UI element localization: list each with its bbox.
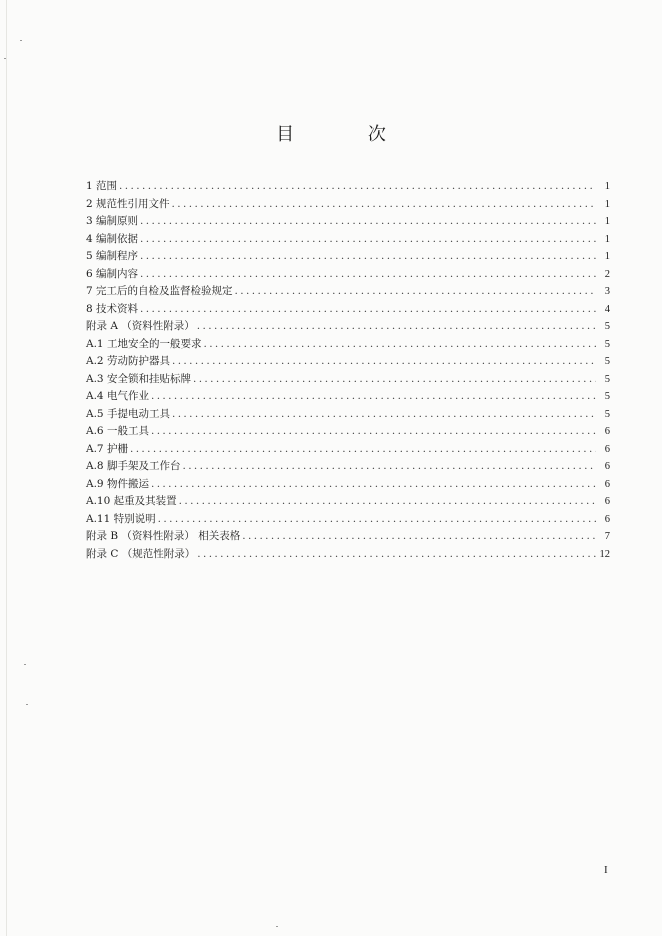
- toc-entry[interactable]: [86, 301, 610, 319]
- toc-entry-label: 附录 A （资料性附录）: [86, 320, 195, 332]
- toc-entry-label: A.7 护栅: [86, 442, 128, 455]
- scan-speck: [20, 40, 22, 41]
- dot-leader: [182, 458, 596, 476]
- toc-entry[interactable]: [86, 178, 610, 196]
- dot-leader: [197, 546, 596, 564]
- toc-entry-label: 3 编制原则: [86, 215, 139, 227]
- dot-leader: [193, 371, 596, 389]
- toc-entry-label: 附录 C （规范性附录）: [86, 547, 196, 560]
- toc-entry[interactable]: [86, 283, 610, 301]
- toc-entry-label: A.6 一般工具: [86, 425, 149, 437]
- dot-leader: [119, 178, 596, 196]
- toc-entry-label: 2 规范性引用文件: [86, 197, 170, 210]
- toc-entry[interactable]: [86, 476, 610, 494]
- dot-leader: [140, 213, 596, 231]
- toc-entry[interactable]: [86, 353, 610, 371]
- toc-entry[interactable]: [86, 371, 610, 389]
- toc-entry[interactable]: [86, 458, 610, 476]
- toc-entry-label: A.5 手提电动工具: [86, 407, 170, 420]
- toc-entry[interactable]: [86, 231, 610, 249]
- toc-entry[interactable]: [86, 336, 610, 354]
- scan-speck: [26, 704, 28, 705]
- toc-entry-label: A.1 工地安全的一般要求: [86, 337, 202, 350]
- dot-leader: [151, 423, 596, 441]
- toc-entry-page: 5: [604, 408, 610, 420]
- dot-leader: [197, 318, 596, 336]
- dot-leader: [151, 388, 596, 406]
- toc-entry-page: 12: [599, 548, 610, 560]
- toc-entry-page: 1: [604, 251, 610, 262]
- toc-entry[interactable]: [86, 213, 610, 231]
- toc-entry[interactable]: [86, 528, 610, 546]
- dot-leader: [151, 476, 596, 494]
- toc-entry-label: 4 编制依据: [86, 232, 139, 245]
- toc-entry-label: A.11 特别说明: [86, 512, 156, 525]
- toc-entry-page: 6: [604, 478, 610, 490]
- dot-leader: [172, 406, 596, 424]
- page-number: I: [604, 864, 608, 876]
- toc-entry-label: A.3 安全锁和挂贴标牌: [86, 372, 191, 385]
- toc-entry[interactable]: [86, 196, 610, 214]
- toc-entry-label: 附录 B （资料性附录） 相关表格: [86, 530, 241, 542]
- toc-entry-label: A.8 脚手架及工作台: [86, 460, 181, 472]
- toc-entry[interactable]: [86, 318, 610, 336]
- scan-speck: [24, 664, 26, 665]
- dot-leader: [140, 266, 596, 284]
- scan-speck: [276, 926, 278, 927]
- toc-entry-page: 6: [604, 513, 610, 525]
- dot-leader: [140, 248, 596, 266]
- dot-leader: [130, 441, 596, 459]
- toc-entry-page: 5: [604, 321, 610, 332]
- toc-entry[interactable]: [86, 388, 610, 406]
- toc-entry-page: 5: [604, 373, 610, 385]
- toc-entry[interactable]: [86, 248, 610, 266]
- toc-entry-page: 2: [604, 268, 610, 280]
- toc-entry-page: 1: [604, 181, 610, 192]
- page-title: 目 次: [276, 124, 420, 145]
- toc-entry-label: A.2 劳动防护器具: [86, 355, 170, 367]
- toc-entry-label: 5 编制程序: [86, 250, 139, 262]
- toc-entry-page: 1: [604, 216, 610, 227]
- toc-entry-label: A.4 电气作业: [86, 390, 149, 402]
- toc-entry-label: 8 技术资料: [86, 302, 139, 315]
- dot-leader: [172, 196, 596, 214]
- scan-speck: [4, 58, 6, 59]
- table-of-contents: [86, 178, 610, 563]
- toc-entry[interactable]: [86, 493, 610, 511]
- toc-entry[interactable]: [86, 406, 610, 424]
- dot-leader: [158, 511, 596, 529]
- toc-entry[interactable]: [86, 546, 610, 564]
- toc-entry[interactable]: [86, 511, 610, 529]
- toc-entry-label: 1 范围: [86, 180, 118, 192]
- toc-entry-page: 5: [604, 356, 610, 367]
- toc-entry-label: A.9 物件搬运: [86, 477, 149, 490]
- toc-entry-page: 5: [604, 338, 610, 350]
- toc-entry-page: 3: [604, 286, 610, 297]
- toc-entry-page: 6: [604, 496, 610, 507]
- toc-entry-page: 1: [604, 198, 610, 210]
- toc-entry[interactable]: [86, 266, 610, 284]
- dot-leader: [140, 301, 596, 319]
- toc-entry-page: 1: [604, 233, 610, 245]
- toc-entry[interactable]: [86, 423, 610, 441]
- toc-entry-page: 6: [604, 461, 610, 472]
- dot-leader: [140, 231, 596, 249]
- dot-leader: [179, 493, 596, 511]
- toc-entry-page: 5: [604, 391, 610, 402]
- dot-leader: [235, 283, 596, 301]
- dot-leader: [242, 528, 596, 546]
- toc-entry-page: 4: [604, 303, 610, 315]
- dot-leader: [172, 353, 596, 371]
- toc-entry[interactable]: [86, 441, 610, 459]
- toc-entry-label: A.10 起重及其装置: [86, 495, 177, 507]
- toc-entry-page: 7: [604, 531, 610, 542]
- toc-entry-label: 7 完工后的自检及监督检验规定: [86, 285, 233, 297]
- dot-leader: [203, 336, 596, 354]
- toc-entry-label: 6 编制内容: [86, 267, 139, 280]
- toc-entry-page: 6: [604, 426, 610, 437]
- toc-entry-page: 6: [604, 443, 610, 455]
